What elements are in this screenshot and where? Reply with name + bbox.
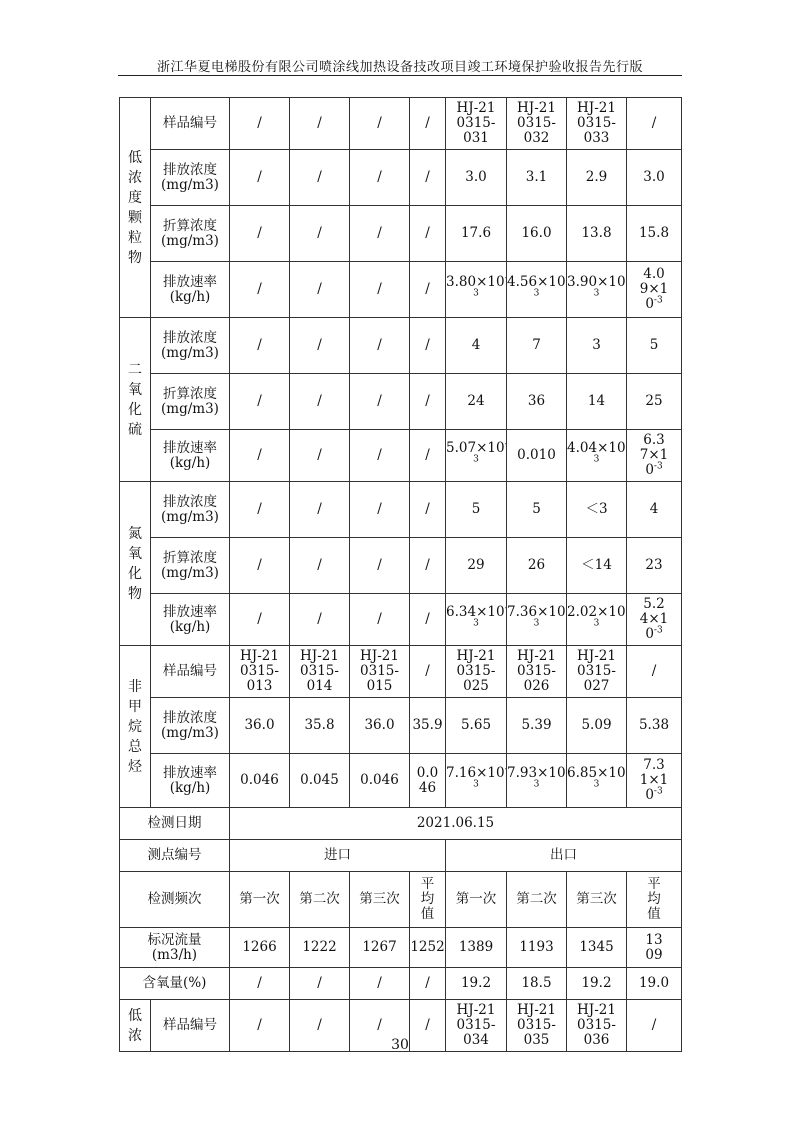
row-label: 排放浓度 (mg/m3) [151, 698, 230, 754]
date-label: 检测日期 [120, 808, 230, 840]
table-row: 排放速率 (kg/h) 0.046 0.045 0.046 0.046 7.16×10 $^3$ 7.93×10 $^3$ 6.85×10 $^3$ $7.31\times 10^{-3}$ [120, 754, 682, 808]
row-label: 样品编号 [151, 1000, 230, 1052]
sample-id: HJ-210315-033 [567, 98, 627, 150]
group-particulate: 低浓度颗粒物 [120, 98, 151, 318]
table-row [120, 808, 682, 840]
rate-value: 3.90×10 $^3$ [567, 262, 627, 318]
rate-value: 4.56×10 $^3$ [507, 262, 567, 318]
group-nox: 氮氧化物 [120, 482, 151, 646]
table-row: 排放浓度 (mg/m3) 36.0 35.8 36.0 35.9 5.65 5.39 5.09 5.38 [120, 698, 682, 754]
page-number: 30 [391, 1037, 409, 1053]
sample-id: HJ-210315-035 [507, 1000, 567, 1052]
rate-value: 7.16×10 $^3$ [446, 754, 507, 808]
row-label: 折算浓度 (mg/m3) [151, 206, 230, 262]
sample-id: HJ-210315-027 [567, 646, 627, 698]
table-row: 排放速率 (kg/h) / / / / 5.07×10 $^3$ 0.010 4.04×10 $^3$ $6.37\times 10^{-3}$ [120, 430, 682, 482]
rate-value: 7.36×10 $^3$ [507, 594, 567, 646]
outlet-label: 出口 [446, 840, 682, 872]
oxygen-label: 含氧量(%) [120, 968, 230, 1000]
group-nmhc: 非甲烷总烃 [120, 646, 151, 808]
table-row: 排放速率 (kg/h) / / / / 6.34×10 $^3$ 7.36×10 $^3$ 2.02×10 $^3$ $5.24\times 10^{-3}$ [120, 594, 682, 646]
row-label: 样品编号 [151, 646, 230, 698]
rate-value: 0.010 [507, 430, 567, 482]
table-row: 排放浓度 (mg/m3) / / / / 3.0 3.1 2.9 3.0 [120, 150, 682, 206]
sample-id: HJ-210315-032 [507, 98, 567, 150]
rate-value: 3.80×10 $^3$ [446, 262, 507, 318]
rate-value: $4.09\times 10^{-3}$ [627, 262, 682, 318]
monitoring-table [119, 97, 682, 1052]
row-label: 折算浓度 (mg/m3) [151, 374, 230, 430]
rate-value: 7.93×10 $^3$ [507, 754, 567, 808]
table-row [120, 840, 682, 872]
sample-id: HJ-210315-025 [446, 646, 507, 698]
header-divider [118, 75, 682, 76]
row-label: 排放速率 (kg/h) [151, 754, 230, 808]
rate-value: $5.24\times 10^{-3}$ [627, 594, 682, 646]
row-label: 样品编号 [151, 98, 230, 150]
rate-value: $7.31\times 10^{-3}$ [627, 754, 682, 808]
freq-label: 检测频次 [120, 872, 230, 928]
sample-id: HJ-210315-015 [350, 646, 410, 698]
table-row: 检测频次 第一次 第二次 第三次 平均值 第一次 第二次 第三次 平均值 [120, 872, 682, 928]
rate-value: 6.85×10 $^3$ [567, 754, 627, 808]
row-label: 排放浓度 (mg/m3) [151, 318, 230, 374]
table-row: 低浓 样品编号 / / / / HJ-210315-034 HJ-210315-035 HJ-210315-036 / [120, 1000, 682, 1052]
sample-id: HJ-210315-031 [446, 98, 507, 150]
flow-label: 标况流量 (m3/h) [120, 928, 230, 968]
page-header: 浙江华夏电梯股份有限公司喷涂线加热设备技改项目竣工环境保护验收报告先行版 [156, 60, 643, 75]
sample-id: HJ-210315-013 [230, 646, 290, 698]
test-date: 2021.06.15 [230, 808, 682, 840]
group-particulate-2: 低浓 [120, 1000, 151, 1052]
table-row: 低浓度颗粒物 样品编号 / / / / HJ-210315-031 HJ-210315-032 HJ-210315-033 / [120, 98, 682, 150]
sample-id: HJ-210315-026 [507, 646, 567, 698]
table-row: 非甲烷总烃 样品编号 HJ-210315-013 HJ-210315-014 HJ-210315-015 / HJ-210315-025 HJ-210315-026 HJ-210315-027 / [120, 646, 682, 698]
sample-id: HJ-210315-034 [446, 1000, 507, 1052]
rate-value: $6.37\times 10^{-3}$ [627, 430, 682, 482]
row-label: 排放浓度 (mg/m3) [151, 482, 230, 538]
table-row: 折算浓度 (mg/m3) / / / / 24 36 14 25 [120, 374, 682, 430]
row-label: 排放速率 (kg/h) [151, 262, 230, 318]
row-label: 排放速率 (kg/h) [151, 430, 230, 482]
table-row: 折算浓度 (mg/m3) / / / / 17.6 16.0 13.8 15.8 [120, 206, 682, 262]
table-row: 含氧量(%) / / / / 19.2 18.5 19.2 19.0 [120, 968, 682, 1000]
row-label: 排放浓度 (mg/m3) [151, 150, 230, 206]
inlet-label: 进口 [230, 840, 446, 872]
table-row: 二氧化硫 排放浓度 (mg/m3) / / / / 4 7 3 5 [120, 318, 682, 374]
table-row: 氮氧化物 排放浓度 (mg/m3) / / / / 5 5 ＜3 4 [120, 482, 682, 538]
rate-value: 4.04×10 $^3$ [567, 430, 627, 482]
rate-value: 6.34×10 $^3$ [446, 594, 507, 646]
point-label: 测点编号 [120, 840, 230, 872]
rate-value: 5.07×10 $^3$ [446, 430, 507, 482]
table-row: 折算浓度 (mg/m3) / / / / 29 26 ＜14 23 [120, 538, 682, 594]
rate-value: 2.02×10 $^3$ [567, 594, 627, 646]
sample-id: HJ-210315-014 [290, 646, 350, 698]
group-so2: 二氧化硫 [120, 318, 151, 482]
sample-id: HJ-210315-036 [567, 1000, 627, 1052]
row-label: 折算浓度 (mg/m3) [151, 538, 230, 594]
table-row: 排放速率 (kg/h) / / / / 3.80×10 $^3$ 4.56×10 $^3$ 3.90×10 $^3$ $4.09\times 10^{-3}$ [120, 262, 682, 318]
table-row: 标况流量 (m3/h) 1266 1222 1267 1252 1389 1193 1345 1309 [120, 928, 682, 968]
row-label: 排放速率 (kg/h) [151, 594, 230, 646]
